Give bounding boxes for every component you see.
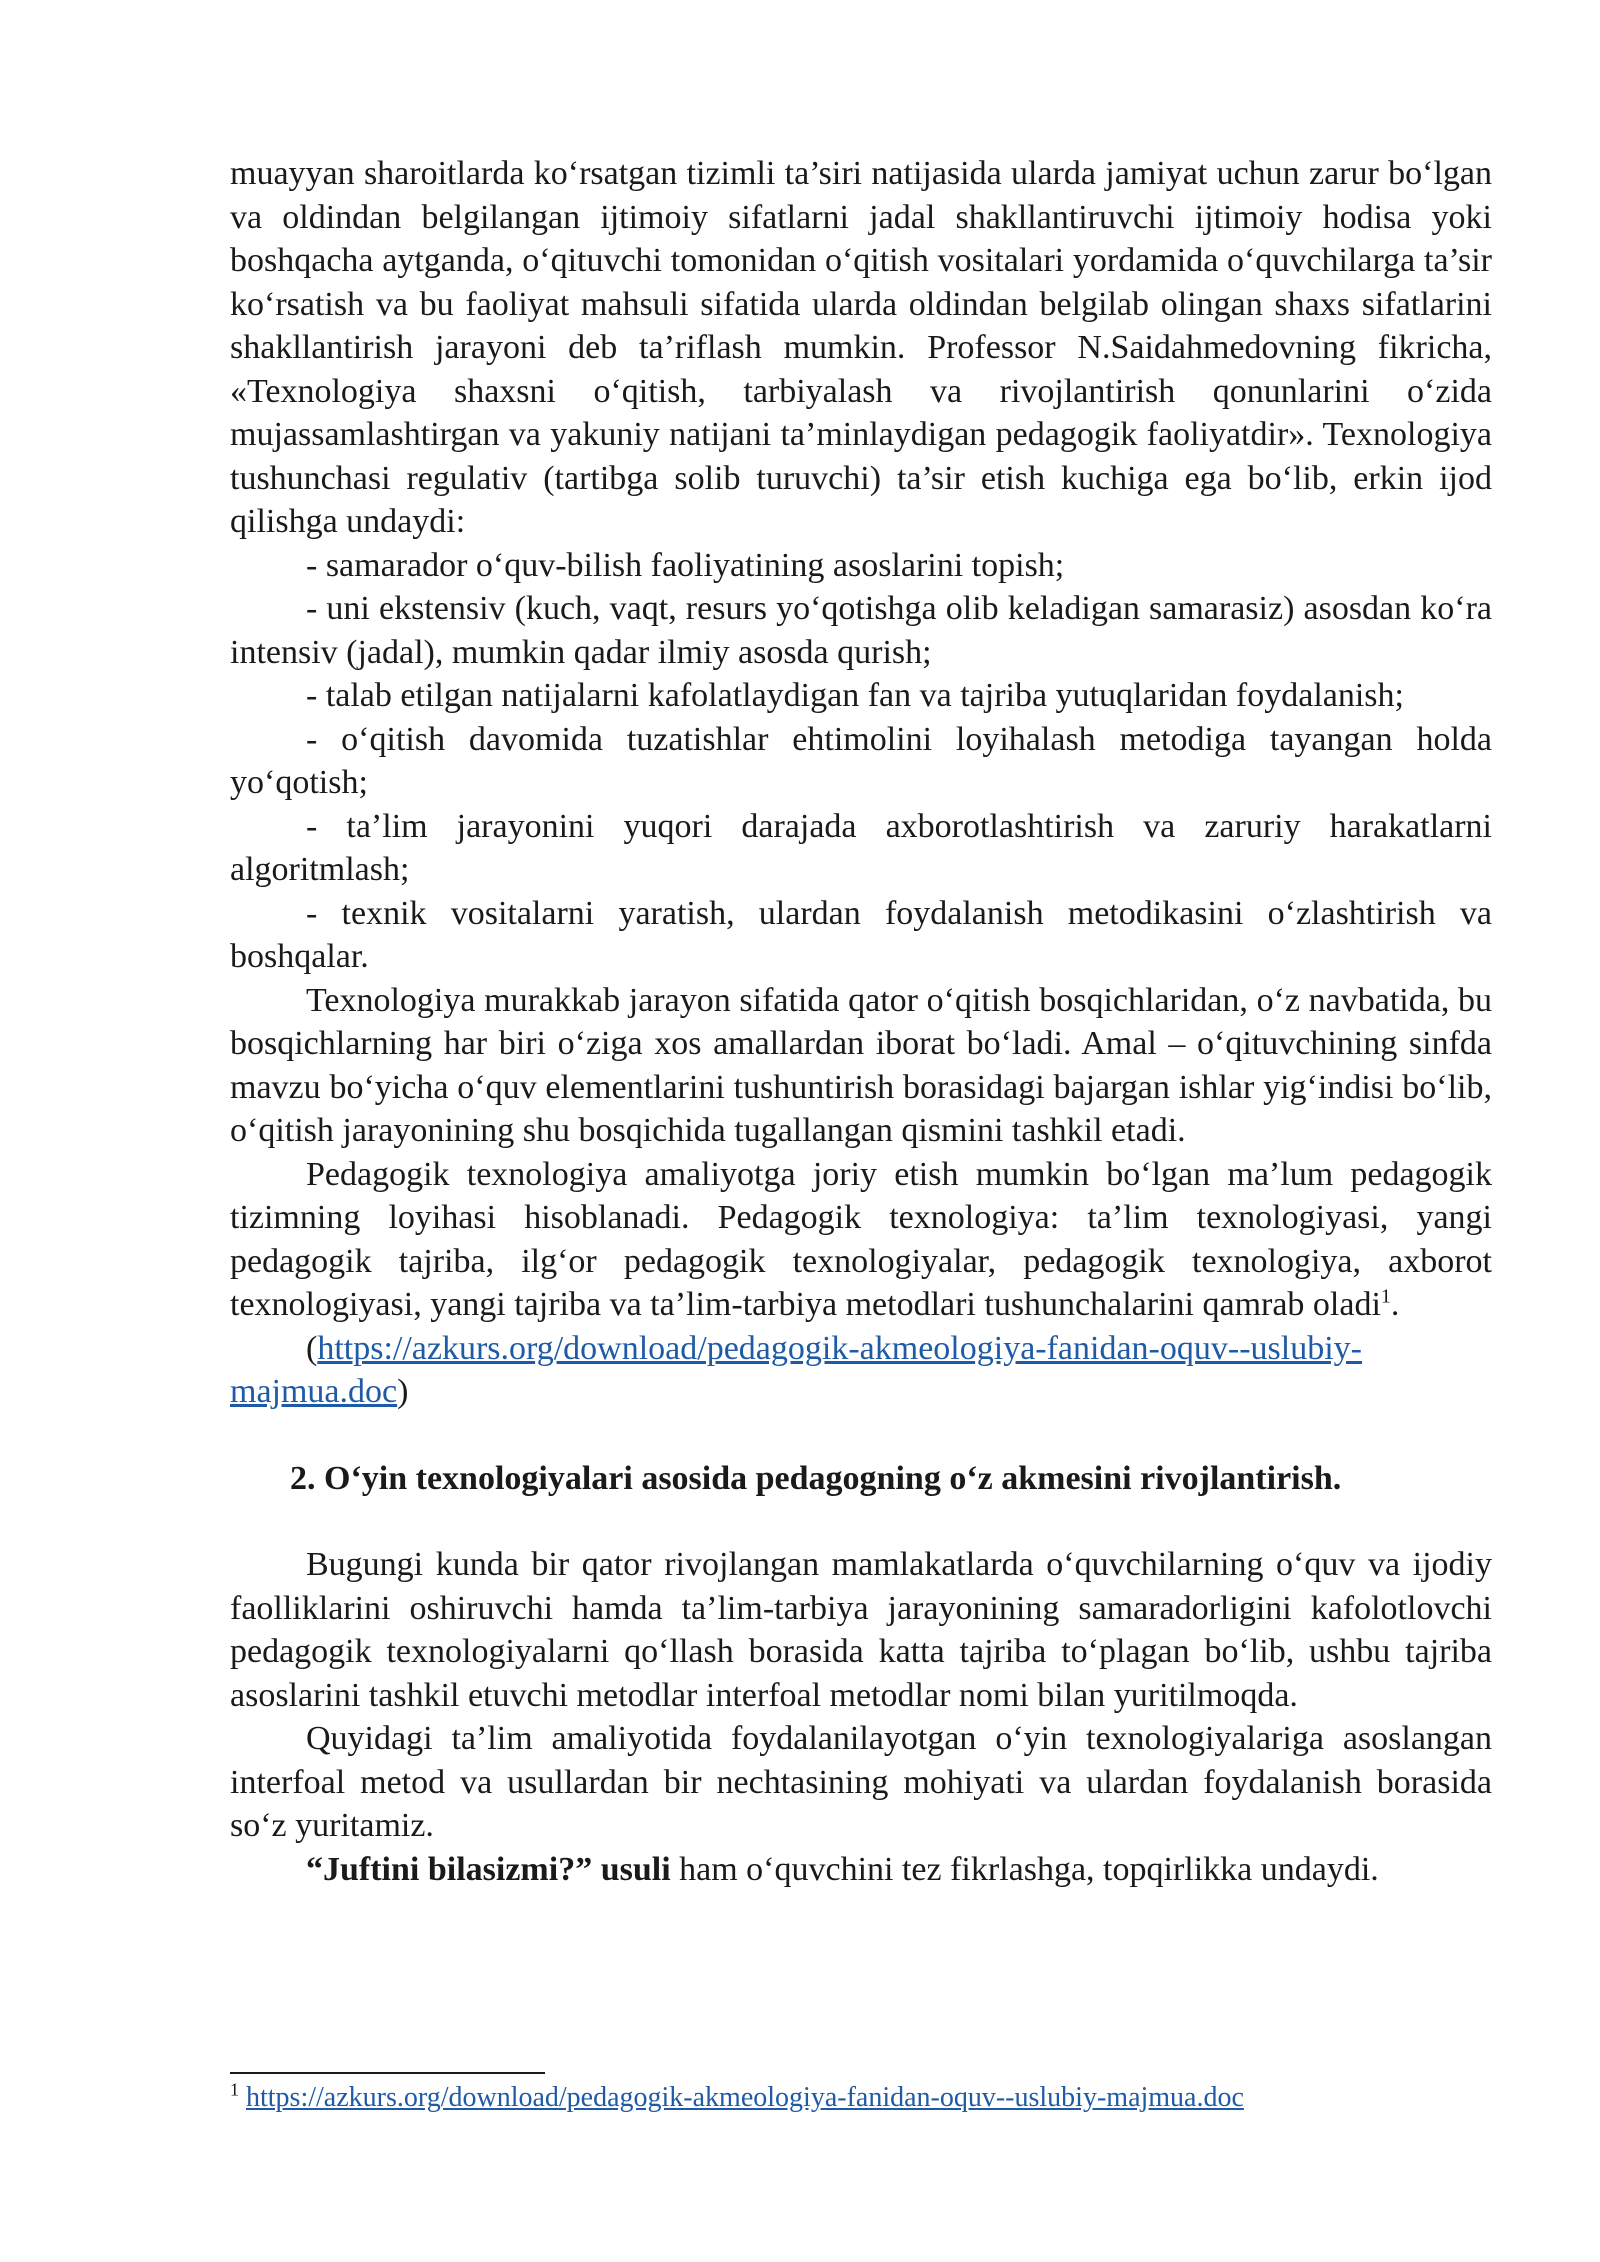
- footnote-link[interactable]: https://azkurs.org/download/pedagogik-akmeologiya-fanidan-oquv--uslubiy-majmua.doc: [246, 2082, 1244, 2113]
- paragraph-end: .: [1390, 1286, 1400, 1323]
- paren-close: ): [397, 1373, 409, 1410]
- list-item-3: - talab etilgan natijalarni kafolatlaydigan fan va tajriba yutuqlaridan foydalanish;: [306, 677, 1404, 714]
- list-item-5: - ta’lim jarayonini yuqori darajada axborotlashtirish va zaruriy harakatlarni algoritmlash;: [230, 807, 1492, 888]
- source-link-line: [230, 1327, 1492, 1414]
- paragraph-interactive-methods: Bugungi kunda bir qator rivojlangan mamlakatlarda o‘quvchilarning o‘quv va ijodiy faolliklarini oshiruvchi hamda ta’lim-tarbiya jarayonining samaradorligini kafolotlovchi pedagogik texnologiyalarni qo‘llash borasida katta tajriba to‘plagan bo‘lib, ushbu tajriba asoslarini tashkil etuvchi metodlar interfoal metodlar nomi bilan yuritilmoqda.: [230, 1546, 1492, 1714]
- paragraph-method-pair: [230, 1848, 1492, 1892]
- footnote-separator: [230, 2072, 545, 2074]
- source-link[interactable]: https://azkurs.org/download/pedagogik-akmeologiya-fanidan-oquv--uslubiy-majmua.doc: [230, 1329, 1362, 1410]
- paren-open: (: [306, 1329, 318, 1367]
- list-item-6: - texnik vositalarni yaratish, ulardan foydalanish metodikasini o‘zlashtirish va boshqalar.: [230, 894, 1492, 975]
- footnote-mark: 1: [230, 2079, 239, 2100]
- footnote-reference[interactable]: 1: [1380, 1285, 1391, 1308]
- method-name: “Juftini bilasizmi?” usuli: [306, 1850, 671, 1888]
- document-page: [230, 152, 1492, 1891]
- list-item-1: - samarador o‘quv-bilish faoliyatining asoslarini topish;: [306, 546, 1065, 584]
- paragraph-intro: muayyan sharoitlarda ko‘rsatgan tizimli ta’siri natijasida ularda jamiyat uchun zarur bo‘lgan va oldindan belgilangan ijtimoiy sifatlarni jadal shakllantiruvchi ijtimoiy hodisa yoki boshqacha aytganda, o‘qituvchi tomonidan o‘qitish vositalari yordamida o‘quvchilarga ta’sir ko‘rsatish va bu faoliyat mahsuli sifatida ularda oldindan belgilab olingan shaxs sifatlarini shakllantirish jarayoni deb ta’riflash mumkin. Professor N.Saidahmedovning fikricha, «Texnologiya shaxsni o‘qitish, tarbiyalash va rivojlantirish qonunlarini o‘zida mujassamlashtirgan va yakuniy natijani ta’minlaydigan pedagogik faoliyatdir». Texnologiya tushunchasi regulativ (tartibga solib turuvchi) ta’sir etish kuchiga ega bo‘lib, erkin ijod qilishga undaydi:: [230, 155, 1492, 540]
- paragraph-text: Pedagogik texnologiya amaliyotga joriy etish mumkin bo‘lgan ma’lum pedagogik tizimning loyihasi hisoblanadi. Pedagogik texnologiya: ta’lim texnologiyasi, yangi pedagogik tajriba, ilg‘or pedagogik texnologiyalar, pedagogik texnologiya, axborot texnologiyasi, yangi tajriba va ta’lim-tarbiya metodlari tushunchalarini qamrab oladi: [230, 1155, 1492, 1323]
- list-item-2: - uni ekstensiv (kuch, vaqt, resurs yo‘qotishga olib keladigan samarasiz) asosdan ko‘ra intensiv (jadal), mumkin qadar ilmiy asosda qurish;: [230, 590, 1492, 671]
- paragraph-pedagogical-technology: [230, 1153, 1492, 1327]
- method-description: ham o‘quvchini tez fikrlashga, topqirlikka undaydi.: [670, 1850, 1379, 1888]
- paragraph-technology-process: Texnologiya murakkab jarayon sifatida qator o‘qitish bosqichlaridan, o‘z navbatida, bu bosqichlarning har biri o‘ziga xos amallardan iborat bo‘ladi. Amal – o‘qituvchining sinfda mavzu bo‘yicha o‘quv elementlarini tushuntirish borasidagi bajargan ishlar yig‘indisi bo‘lib, o‘qitish jarayonining shu bosqichida tugallangan qismini tashkil etadi.: [230, 981, 1492, 1149]
- paragraph-game-methods: Quyidagi ta’lim amaliyotida foydalanilayotgan o‘yin texnologiyalariga asoslangan interfoal metod va usullardan bir nechtasining mohiyati va ulardan foydalanish borasida so‘z yuritamiz.: [230, 1720, 1492, 1844]
- section-heading: 2. O‘yin texnologiyalari asosida pedagogning o‘z akmesini rivojlantirish.: [290, 1459, 1342, 1497]
- list-item-4: - o‘qitish davomida tuzatishlar ehtimolini loyihalash metodiga tayangan holda yo‘qotish;: [230, 720, 1492, 801]
- footnote: [230, 2080, 1492, 2116]
